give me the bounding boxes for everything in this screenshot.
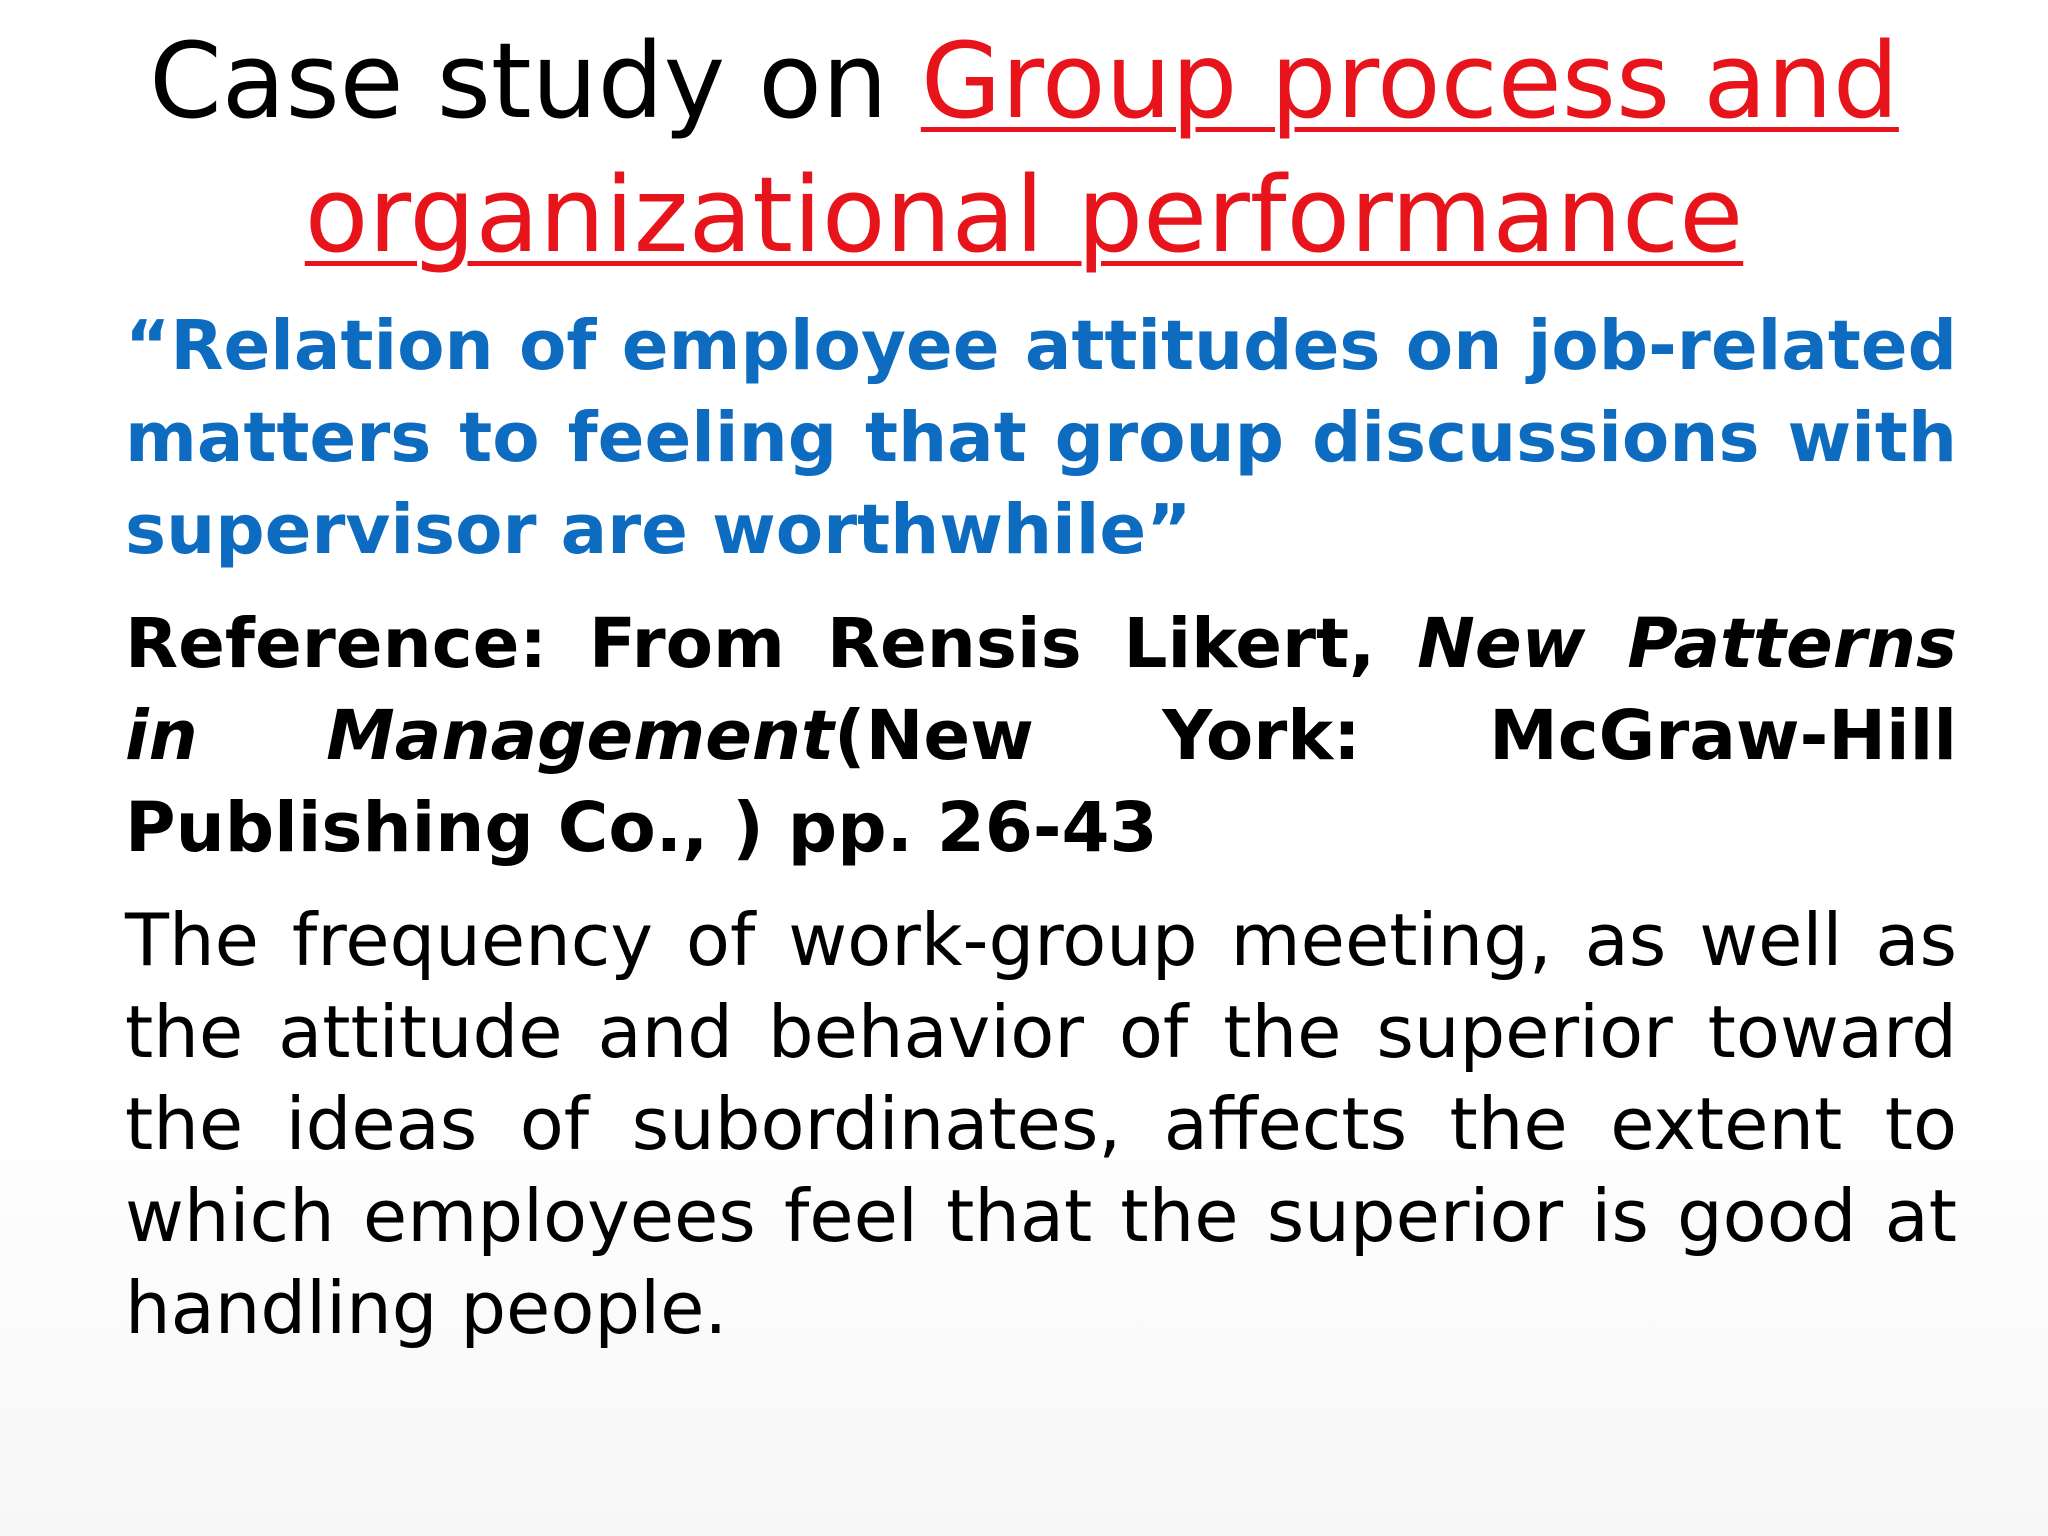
slide-title — [0, 14, 2048, 282]
reference-lead: Reference: From Rensis Likert, — [125, 604, 1418, 684]
reference-publisher: (New York: McGraw-Hill Publishing Co., ) pp. 26-43 — [125, 696, 1957, 868]
title-prefix: Case study on — [149, 20, 921, 142]
reference-book-title: New Patterns in Management — [125, 604, 1958, 776]
quoted-study-title: “Relation of employee attitudes on job-related matters to feeling that group discussions with supervisor are worthwhile” — [125, 306, 1957, 570]
summary-paragraph: The frequency of work-group meeting, as well as the attitude and behavior of the superior toward the ideas of subordinates, affects the extent to which employees feel that the superior is good at handling people. — [125, 898, 1957, 1350]
title-highlight: Group process and organizational performance — [304, 20, 1899, 276]
reference-citation — [125, 598, 1957, 874]
